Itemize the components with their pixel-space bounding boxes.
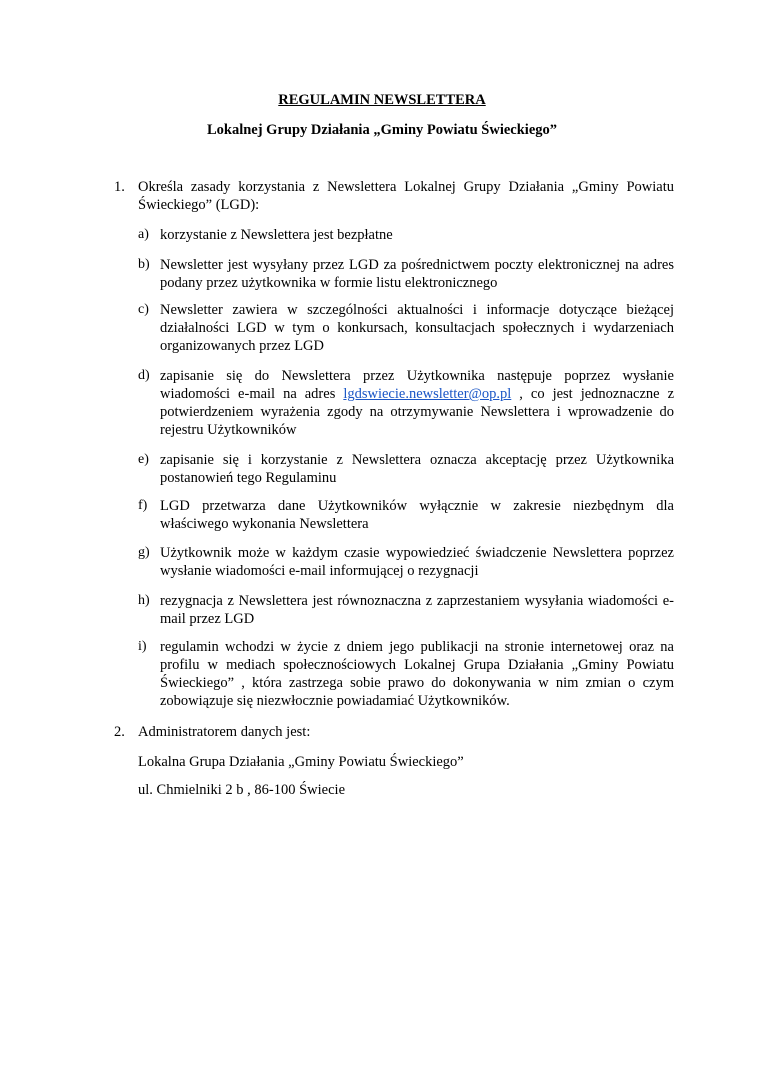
administrator-name: Lokalna Grupa Działania „Gminy Powiatu Świeckiego” <box>138 754 464 770</box>
newsletter-email-link[interactable]: lgdswiecie.newsletter@op.pl <box>343 386 512 402</box>
item-d-text-after: , co jest jednoznaczne z potwierdzeniem wyrażenia zgody na otrzymywanie Newslettera i wprowadzenie do rejestru Użytkowników <box>160 386 675 438</box>
item-e-text: zapisanie się i korzystanie z Newslettera oznacza akceptację przez Użytkownika postanowień tego Regulaminu <box>160 452 674 486</box>
item-d-letter: d) <box>138 368 150 383</box>
item-a-text: korzystanie z Newslettera jest bezpłatne <box>160 227 393 243</box>
item-g-text: Użytkownik może w każdym czasie wypowiedzieć świadczenie Newslettera poprzez wysłanie wiadomości e-mail informującej o rezygnacji <box>160 545 674 579</box>
item-d-text-before: zapisanie się do Newslettera przez Użytkownika następuje poprzez wysłanie wiadomości e-mail na adres <box>160 368 674 402</box>
item-f-letter: f) <box>138 498 148 513</box>
item-e-letter: e) <box>138 452 149 467</box>
item-b-letter: b) <box>138 257 150 272</box>
administrator-address: ul. Chmielniki 2 b , 86-100 Świecie <box>138 782 346 798</box>
item-b-text: Newsletter jest wysyłany przez LGD za pośrednictwem poczty elektronicznej na adres podany przez użytkownika w formie listu elektronicznego <box>160 257 674 291</box>
section-2-text: Administratorem danych jest: <box>138 724 311 740</box>
section-1-text: Określa zasady korzystania z Newslettera Lokalnej Grupy Działania „Gminy Powiatu Świeckiego” (LGD): <box>138 179 674 213</box>
item-g-letter: g) <box>138 545 150 560</box>
section-1-number: 1. <box>114 179 125 195</box>
document-subtitle: Lokalnej Grupy Działania „Gminy Powiatu Świeckiego” <box>206 122 558 138</box>
item-c-text: Newsletter zawiera w szczególności aktualności i informacje dotyczące bieżącej działalności LGD w tym o konkursach, konsultacjach społecznych i wydarzeniach organizowanych przez LGD <box>160 302 674 354</box>
item-h-letter: h) <box>138 593 150 608</box>
document-title: REGULAMIN NEWSLETTERA <box>278 92 486 108</box>
item-i-text: regulamin wchodzi w życie z dniem jego publikacji na stronie internetowej oraz na profilu w mediach społecznościowych Lokalnej Grupa Działania „Gminy Powiatu Świeckiego” , która zastrzega sobie prawo do dokonywania w nim zmian o czym zobowiązuje się niezwłocznie powiadamiać Użytkowników. <box>160 639 674 709</box>
item-a-letter: a) <box>138 227 149 242</box>
section-2-number: 2. <box>114 724 125 740</box>
item-h-text: rezygnacja z Newslettera jest równoznaczna z zaprzestaniem wysyłania wiadomości e-mail przez LGD <box>160 593 674 627</box>
item-f-text: LGD przetwarza dane Użytkowników wyłącznie w zakresie niezbędnym dla właściwego wykonania Newslettera <box>160 498 674 532</box>
item-c-letter: c) <box>138 302 149 317</box>
item-i-letter: i) <box>138 639 147 654</box>
item-d-text <box>160 367 674 439</box>
